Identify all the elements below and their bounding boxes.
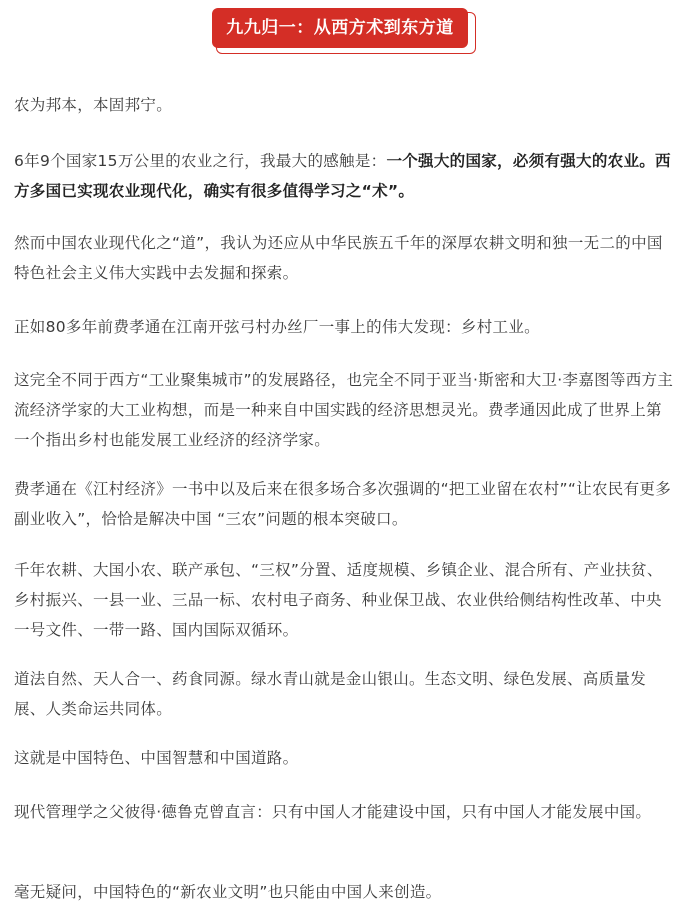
paragraph-9: 这就是中国特色、中国智慧和中国道路。 xyxy=(14,749,299,767)
paragraph-3: 然而中国农业现代化之“道”，我认为还应从中华民族五千年的深厚农耕文明和独一无二的中国特色社会主义伟大实践中去发掘和探索。 xyxy=(14,234,663,282)
paragraph-6: 费孝通在《江村经济》一书中以及后来在很多场合多次强调的“把工业留在农村”“让农民有更多副业收入”，恰恰是解决中国 “三农”问题的根本突破口。 xyxy=(14,480,671,528)
paragraph-5: 这完全不同于西方“工业聚集城市”的发展路径，也完全不同于亚当·斯密和大卫·李嘉图等西方主流经济学家的大工业构想，而是一种来自中国实践的经济思想灵光。费孝通因此成了世界上第一个指出乡村也能发展工业经济的经济学家。 xyxy=(14,371,674,449)
paragraph-2-text: 6年9个国家15万公里的农业之行，我最大的感触是： xyxy=(14,152,387,170)
section-header-title: 九九归一：从西方术到东方道 xyxy=(212,8,468,48)
paragraph-8: 道法自然、天人合一、药食同源。绿水青山就是金山银山。生态文明、绿色发展、高质量发展、人类命运共同体。 xyxy=(14,670,647,718)
paragraph-1: 农为邦本，本固邦宁。 xyxy=(14,96,173,114)
paragraph-4: 正如80多年前费孝通在江南开弦弓村办丝厂一事上的伟大发现：乡村工业。 xyxy=(14,318,540,336)
paragraph-10: 现代管理学之父彼得·德鲁克曾直言：只有中国人才能建设中国，只有中国人才能发展中国。 xyxy=(14,803,652,821)
section-header xyxy=(212,8,476,54)
paragraph-2-bold-text: 一个强大的国家，必须有强大的农业。西方多国已实现农业现代化，确实有很多值得学习之“术”。 xyxy=(14,152,671,200)
paragraph-7: 千年农耕、大国小农、联产承包、“三权”分置、适度规模、乡镇企业、混合所有、产业扶贫、乡村振兴、一县一业、三品一标、农村电子商务、种业保卫战、农业供给侧结构性改革、中央一号文件、一带一路、国内国际双循环。 xyxy=(14,561,663,639)
paragraph-11: 毫无疑问，中国特色的“新农业文明”也只能由中国人来创造。 xyxy=(14,883,442,901)
paragraph-2 xyxy=(14,146,674,206)
